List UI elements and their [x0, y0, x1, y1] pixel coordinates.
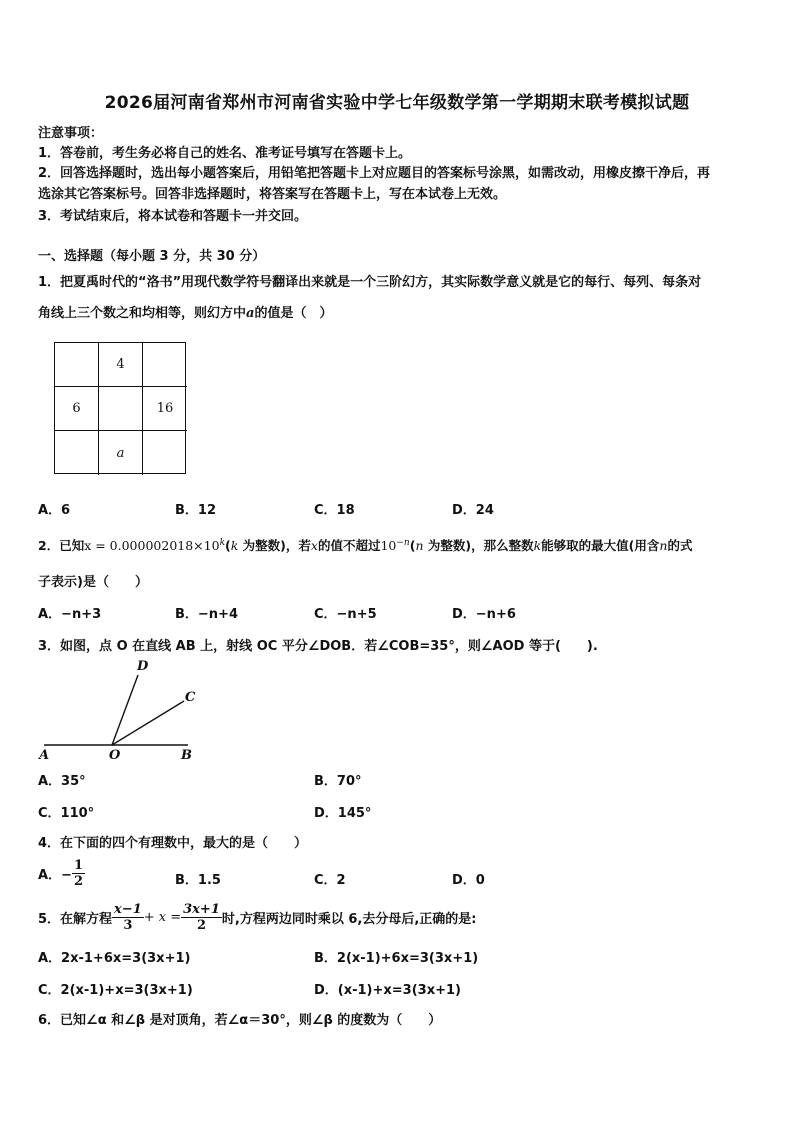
- ray-od: [112, 675, 138, 745]
- grid-cell: 16: [143, 387, 187, 431]
- q3-option-c: C．110°: [38, 806, 95, 821]
- q5-option-d: D．(x-1)+x=3(3x+1): [314, 983, 461, 998]
- grid-cell: 6: [55, 387, 99, 431]
- q2-option-a: A．−n+3: [38, 607, 102, 622]
- section-heading: 一、选择题（每小题 3 分，共 30 分）: [38, 249, 266, 264]
- label-b: B: [181, 748, 192, 763]
- grid-cell: [99, 387, 143, 431]
- grid-cell: 4: [99, 343, 143, 387]
- label-c: C: [185, 690, 196, 705]
- fraction-one-half: $\frac{1}{2}$: [73, 858, 84, 889]
- q1-text-line1: 1．把夏禹时代的“洛书”用现代数学符号翻译出来就是一个三阶幻方，其实际数学意义就是它的每行、每列、每条对: [38, 275, 702, 290]
- notice-item-1: 1．答卷前，考生务必将自己的姓名、准考证号填写在答题卡上。: [38, 146, 412, 161]
- label-d: D: [137, 659, 149, 674]
- notice-item-2-cont: 选涂其它答案标号。回答非选择题时，将答案写在答题卡上，写在本试卷上无效。: [38, 187, 507, 202]
- q2-option-d: D．−n+6: [452, 607, 516, 622]
- q6-text: 6．已知∠α 和∠β 是对顶角，若∠α＝30°，则∠β 的度数为（ ）: [38, 1013, 442, 1028]
- q5-option-a: A．2x-1+6x=3(3x+1): [38, 951, 191, 966]
- q4-option-d: D．0: [452, 873, 485, 888]
- q1-option-d: D．24: [452, 503, 494, 518]
- q4-option-c: C．2: [314, 873, 346, 888]
- fraction-x-minus-1-over-3: $\frac{x-1}{3}$: [114, 902, 142, 933]
- grid-cell: a: [99, 431, 143, 475]
- q3-option-a: A．35°: [38, 774, 86, 789]
- q3-text: 3．如图，点 O 在直线 AB 上，射线 OC 平分∠DOB．若∠COB=35°，则∠AOD 等于( ).: [38, 639, 598, 654]
- q5-option-c: C．2(x-1)+x=3(3x+1): [38, 983, 193, 998]
- grid-cell: [143, 343, 187, 387]
- q2-option-b: B．−n+4: [175, 607, 238, 622]
- q2-option-c: C．−n+5: [314, 607, 377, 622]
- q5-option-b: B．2(x-1)+6x=3(3x+1): [314, 951, 479, 966]
- grid-cell: [55, 343, 99, 387]
- grid-cell: [55, 431, 99, 475]
- q4-text: 4．在下面的四个有理数中，最大的是（ ）: [38, 836, 308, 851]
- q3-angle-figure: [36, 655, 206, 765]
- q4-option-a: A．− $\frac{1}{2}$: [38, 858, 84, 889]
- exam-title: 2026届河南省郑州市河南省实验中学七年级数学第一学期期末联考模拟试题: [104, 93, 690, 113]
- label-a: A: [39, 748, 50, 763]
- ray-oc: [112, 701, 184, 745]
- notice-heading: 注意事项：: [38, 126, 104, 141]
- q3-option-b: B．70°: [314, 774, 362, 789]
- notice-item-3: 3．考试结束后，将本试卷和答题卡一并交回。: [38, 209, 308, 224]
- label-o: O: [109, 748, 121, 763]
- magic-square-grid: [54, 342, 186, 474]
- q3-option-d: D．145°: [314, 806, 372, 821]
- q1-variable-a: a: [246, 306, 255, 321]
- fraction-3x-plus-1-over-2: $\frac{3x+1}{2}$: [183, 902, 220, 933]
- q1-text-line2: 角线上三个数之和均相等，则幻方中a的值是（ ）: [38, 306, 333, 321]
- grid-cell: [143, 431, 187, 475]
- q1-option-c: C．18: [314, 503, 355, 518]
- q2-text-line1: 2．已知$x = 0.000002018\times 10^k(k$ 为整数)，若x的值不超过$10^{-n}(n$ 为整数)，那么整数k能够取的最大值(用含n的式: [38, 537, 693, 553]
- q5-text: 5．在解方程 $\frac{x-1}{3}$ + x = $\frac{3x+1}{2}$ 时,方程两边同时乘以 6,去分母后,正确的是:: [38, 902, 477, 933]
- q2-text-line2: 子表示)是（ ）: [38, 575, 148, 590]
- q4-option-b: B．1.5: [175, 873, 221, 888]
- q1-option-b: B．12: [175, 503, 216, 518]
- q1-option-a: A．6: [38, 503, 71, 518]
- notice-item-2: 2．回答选择题时，选出每小题答案后，用铅笔把答题卡上对应题目的答案标号涂黑，如需改动，用橡皮擦干净后，再: [38, 166, 711, 181]
